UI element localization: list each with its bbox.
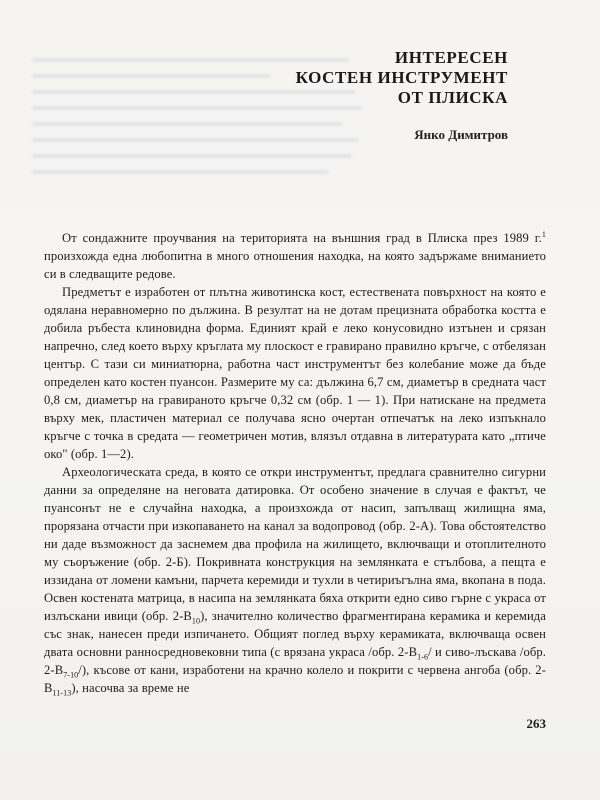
bleed-line: [32, 154, 352, 158]
article-title: [296, 48, 508, 108]
paragraph-text: ), насочва за време не: [71, 681, 190, 695]
article-body: [44, 229, 546, 697]
title-line-2: КОСТЕН ИНСТРУМЕНТ: [295, 68, 508, 87]
title-line-1: ИНТЕРЕСЕН: [394, 48, 508, 67]
figure-subscript: 1-6: [417, 652, 429, 662]
paragraph-2: [44, 283, 546, 463]
paragraph-1: [44, 229, 546, 283]
figure-subscript: 11-13: [52, 688, 72, 698]
figure-subscript: 7-10: [63, 670, 79, 680]
paragraph-text: ), значително количество фрагментирана керамика и керемида със знак, нанесен преди изпичането. Общият поглед върху керамиката, включваща освен двата основни ранносредновековни типа (с врязана украса /обр. 2-В: [44, 609, 546, 659]
page-number: 263: [526, 716, 546, 731]
article-author: Янко Димитров: [414, 127, 508, 142]
bleed-line: [32, 138, 359, 142]
paragraph-text: От сондажните проучвания на територията на външния град в Плиска през 1989 г.: [62, 231, 542, 245]
figure-subscript: 10: [191, 616, 201, 626]
paragraph-text: / и сиво-лъскава /обр. 2-В: [44, 645, 546, 677]
bleed-line: [32, 122, 342, 126]
bleed-line: [32, 170, 329, 174]
paragraph-text: Археологическата среда, в която се откри инструментът, предлага сравнително сигурни данни за определяне на неговата датировка. От особено значение в случая е фактът, че пуансонът не е случайна находка, а произхожда от насип, запълващ жилищна яма, прорязана отчасти при изкопаването на канал за водопровод (обр. 2-А). Това обстоятелство ни даде възможност да заснемем два профила на жилището, включващи и отоплителното му съоръжение (обр. 2-Б). Покривната конструкция на землянката е стълбова, а пещта е иззидана от ломени камъни, парчета керемиди и тухли в четириъгълна яма, вкопана в пода. Освен костената матрица, в насипа на землянката бяха открити едно сиво гърне с украса от излъскани ивици (обр. 2-В: [44, 465, 546, 623]
paragraph-3: [44, 463, 546, 697]
paragraph-text: произхожда една любопитна в много отношения находка, на която задържаме вниманието си в следващите редове.: [44, 249, 546, 281]
paragraph-text: /), късове от кани, изработени на крачно колело и покрити с червена ангоба (обр. 2-В: [44, 663, 546, 695]
title-line-3: ОТ ПЛИСКА: [397, 88, 508, 107]
bleed-line: [32, 74, 270, 78]
footnote-reference[interactable]: 1: [541, 229, 546, 239]
paragraph-text: Предметът е изработен от плътна животинска кост, естествената повърхност на която е одялана неравномерно по дължина. В резултат на не дотам прецизната обработка костта е добила ръбеста клиновидна форма. Единият край е леко конусовидно изтънен и срязан напречно, след което върху кръглата му плоскост е гравирано правилно кръгче, с отбелязан център. С тази си миниатюрна, работна част инструментът без колебание може да бъде определен като костен пуансон. Размерите му са: дължина 6,7 см, диаметър в средната част 0,8 см, диаметър на гравираното кръгче 0,32 см (обр. 1 — 1). При натискане на предмета върху мек, пластичен материал се получава ясно очертан отпечатък на леко изпъкнало кръгче с точка в средата — геометричен мотив, влязъл отдавна в литературата като „птиче око" (обр. 1—2).: [44, 285, 546, 461]
